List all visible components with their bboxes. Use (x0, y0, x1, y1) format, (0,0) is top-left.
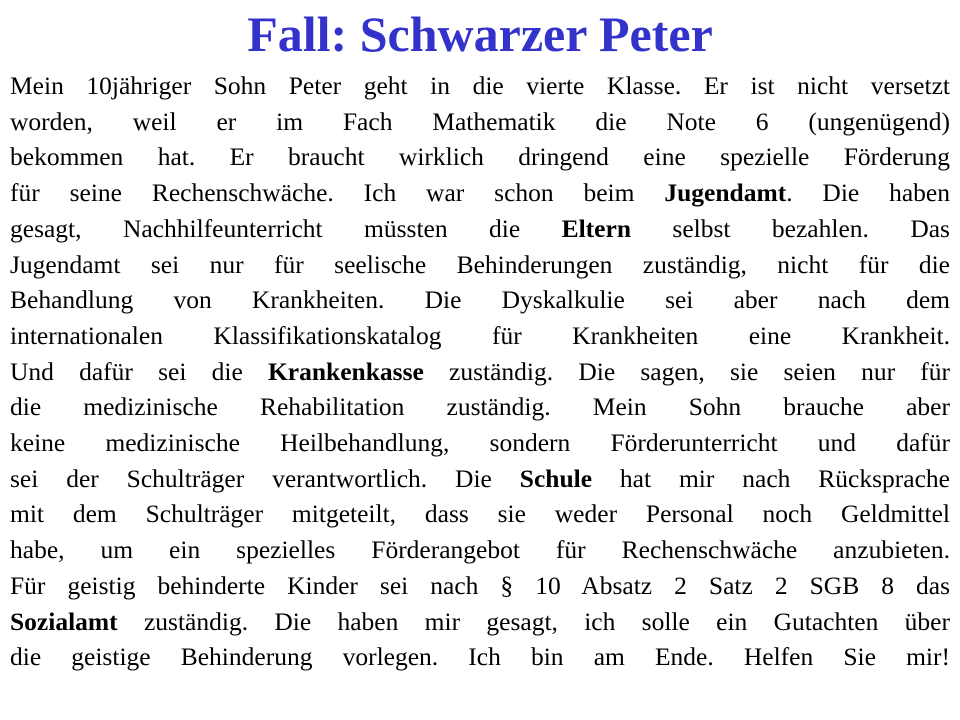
text-line (10, 568, 950, 604)
text-line (10, 68, 950, 104)
text-segment: bekommen hat. Er braucht wirklich dringend eine spezielle Förderung (10, 142, 950, 172)
text-segment: für seine Rechenschwäche. Ich war schon beim (10, 178, 665, 208)
text-segment: Jugendamt sei nur für seelische Behinderungen zuständig, nicht für die (10, 249, 950, 279)
text-line (10, 104, 950, 140)
text-line (10, 354, 950, 390)
text-segment: selbst bezahlen. Das (631, 213, 950, 243)
text-segment: Für geistig behinderte Kinder sei nach § 10 Absatz 2 Satz 2 SGB 8 das (10, 570, 950, 600)
text-segment: zuständig. Die sagen, sie seien nur für (423, 356, 950, 386)
highlight-schule: Schule (519, 463, 593, 493)
text-segment: hat mir nach Rücksprache (592, 463, 950, 493)
text-segment: internationalen Klassifikationskatalog für Krankheiten eine Krankheit. (10, 320, 950, 350)
case-text (10, 68, 950, 675)
text-line (10, 175, 950, 211)
highlight-jugendamt: Jugendamt (664, 178, 787, 208)
text-segment: die geistige Behinderung vorlegen. Ich bin am Ende. Helfen Sie mir! (10, 642, 950, 672)
text-segment: Und dafür sei die (10, 356, 268, 386)
text-line (10, 282, 950, 318)
text-segment: zuständig. Die haben mir gesagt, ich solle ein Gutachten über (117, 606, 950, 636)
highlight-sozialamt: Sozialamt (10, 606, 118, 636)
text-line (10, 425, 950, 461)
text-line (10, 318, 950, 354)
text-segment: . Die haben (786, 178, 950, 208)
text-line (10, 211, 950, 247)
slide-title: Fall: Schwarzer Peter (247, 6, 713, 62)
text-line (10, 461, 950, 497)
text-segment: keine medizinische Heilbehandlung, sondern Förderunterricht und dafür (10, 428, 950, 458)
text-line (10, 496, 950, 532)
text-line (10, 389, 950, 425)
text-segment: Mein 10jähriger Sohn Peter geht in die vierte Klasse. Er ist nicht versetzt (10, 71, 950, 100)
text-line (10, 639, 950, 675)
text-line (10, 532, 950, 568)
text-segment: worden, weil er im Fach Mathematik die Note 6 (ungenügend) (10, 106, 950, 136)
text-segment: Behandlung von Krankheiten. Die Dyskalkulie sei aber nach dem (10, 285, 950, 315)
highlight-krankenkasse: Krankenkasse (267, 356, 424, 386)
text-segment: sei der Schulträger verantwortlich. Die (10, 463, 520, 493)
text-line (10, 247, 950, 283)
text-line (10, 139, 950, 175)
text-segment: mit dem Schulträger mitgeteilt, dass sie weder Personal noch Geldmittel (10, 499, 950, 529)
text-line (10, 604, 950, 640)
highlight-eltern: Eltern (561, 213, 631, 243)
text-segment: die medizinische Rehabilitation zuständig. Mein Sohn brauche aber (10, 392, 950, 422)
text-segment: gesagt, Nachhilfeunterricht müssten die (10, 213, 562, 243)
text-segment: habe, um ein spezielles Förderangebot für Rechenschwäche anzubieten. (10, 535, 950, 565)
